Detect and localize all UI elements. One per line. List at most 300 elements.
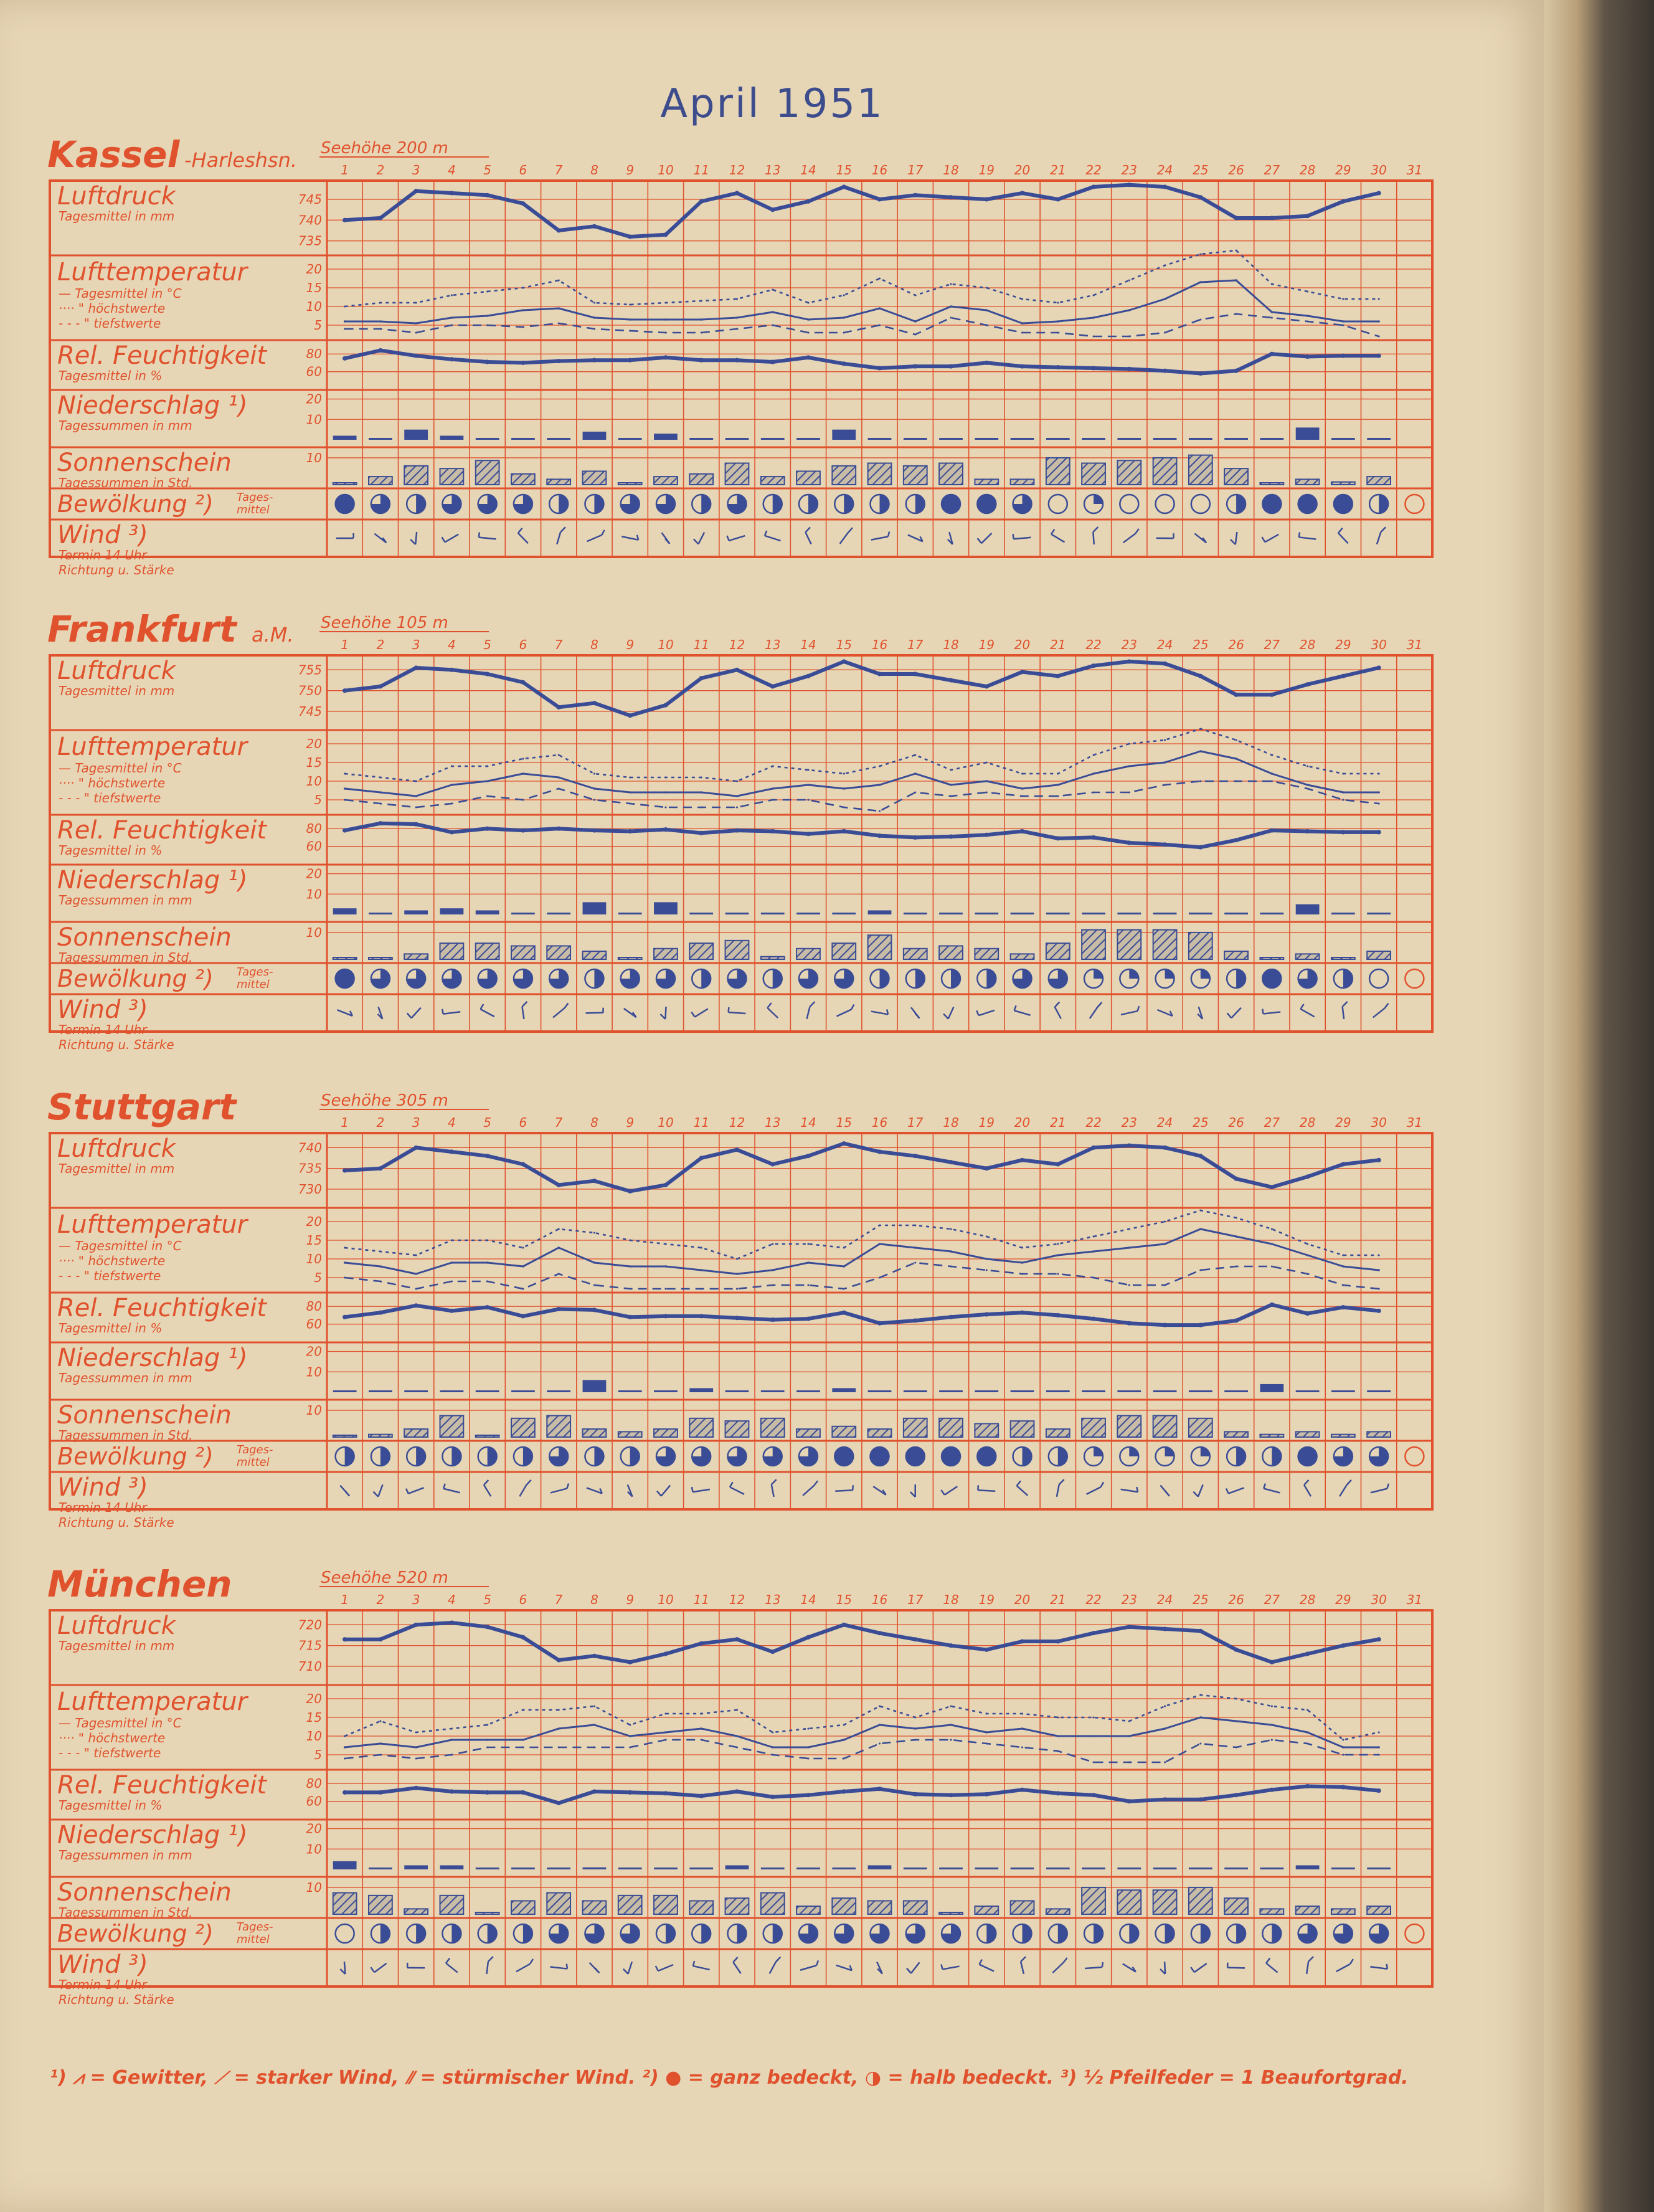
wind-arrow — [693, 1966, 710, 1970]
wind-arrow — [772, 1484, 774, 1497]
precip-bar — [939, 913, 963, 914]
pressure-line-point — [948, 1160, 953, 1164]
temp-max-line-point — [1057, 1716, 1059, 1718]
day-number: 17 — [907, 637, 924, 652]
temp-min-line-point — [344, 1276, 346, 1278]
sunshine-bar — [1189, 1418, 1212, 1437]
temp-mean-line-point — [379, 1742, 382, 1745]
wind-arrow — [837, 1010, 851, 1017]
row-label: Rel. Feuchtigkeit — [57, 341, 267, 370]
precip-bar — [1260, 1868, 1283, 1869]
sunshine-bar — [511, 1901, 535, 1914]
precip-bar — [1117, 1868, 1141, 1869]
axis-tick-label: 80 — [306, 1776, 322, 1792]
cloud-fill — [1129, 969, 1138, 979]
sunshine-bar — [1296, 1906, 1320, 1914]
temp-mean-line-point — [486, 1739, 489, 1741]
cloud-fill — [880, 969, 889, 988]
humidity-line-point — [521, 1790, 525, 1795]
wind-arrow — [484, 1485, 491, 1496]
temp-mean-line-point — [700, 791, 702, 794]
axis-tick-label: 5 — [314, 318, 322, 333]
axis-tick-label: 15 — [306, 1233, 322, 1248]
pressure-line-point — [628, 1189, 632, 1194]
day-number: 7 — [554, 163, 563, 178]
wind-arrow — [550, 1967, 567, 1968]
cloud-fill — [834, 1447, 853, 1466]
wind-arrow — [658, 1965, 673, 1971]
axis-tick-label: 10 — [306, 1841, 322, 1857]
wind-arrow — [415, 532, 417, 544]
sunshine-bar — [1153, 1416, 1177, 1437]
pressure-line-point — [877, 672, 882, 676]
wind-arrow — [1052, 1963, 1063, 1973]
wind-arrow — [1265, 534, 1278, 542]
sunshine-bar — [904, 466, 927, 485]
pressure-line-point — [877, 1631, 882, 1635]
wind-arrow — [553, 1008, 564, 1017]
precip-bar — [1367, 438, 1391, 440]
temp-max-line-point — [1092, 1716, 1094, 1718]
precip-bar — [761, 913, 785, 914]
wind-feather — [816, 1960, 818, 1965]
humidity-line-point — [378, 348, 382, 353]
pressure-line-point — [948, 195, 953, 199]
day-number: 28 — [1299, 163, 1316, 178]
pressure-line-point — [985, 1648, 989, 1652]
temp-mean-line-point — [914, 772, 917, 775]
precip-bar — [1046, 913, 1070, 914]
temp-mean-line-point — [736, 1735, 739, 1737]
temp-mean-line-point — [843, 316, 845, 319]
humidity-line-point — [735, 358, 739, 363]
wind-arrow — [840, 533, 848, 544]
day-number: 14 — [800, 637, 816, 652]
temp-min-line-point — [415, 1288, 417, 1289]
wind-arrow — [519, 1485, 526, 1496]
temp-max-line-point — [986, 761, 988, 763]
temp-min-line-point — [1057, 1750, 1059, 1752]
day-number: 25 — [1193, 163, 1209, 178]
precip-bar — [1224, 913, 1248, 914]
temp-max-line-point — [772, 1243, 773, 1245]
pressure-line-point — [485, 1625, 489, 1629]
pressure-line-point — [1020, 191, 1024, 195]
humidity-line-point — [414, 353, 418, 358]
wind-feather — [1226, 1489, 1229, 1494]
precip-bar — [440, 435, 464, 440]
temp-mean-line-point — [415, 322, 417, 325]
pressure-line-point — [1341, 674, 1345, 678]
cloud-fill — [488, 1924, 497, 1943]
axis-tick-label: 20 — [306, 1344, 322, 1359]
wind-feather — [518, 528, 522, 533]
temp-min-line-point — [558, 1273, 560, 1275]
sunshine-bar — [1046, 1429, 1070, 1437]
sunshine-bar — [1224, 1898, 1248, 1914]
cloud-fill — [1094, 495, 1103, 504]
precip-bar — [618, 1390, 642, 1392]
precip-bar — [476, 910, 499, 914]
pressure-line-point — [343, 1637, 347, 1641]
humidity-line-point — [1056, 836, 1060, 840]
precip-bar — [939, 1868, 963, 1869]
legend-min: - - - " tiefstwerte — [59, 1268, 161, 1283]
day-number: 5 — [483, 1115, 492, 1130]
cloud-fill — [951, 969, 960, 988]
station-panel-0 — [47, 133, 1432, 577]
humidity-line-point — [1163, 1322, 1167, 1327]
row-sublabel: Tages- — [237, 1920, 273, 1934]
temp-min-line-point — [701, 331, 702, 333]
wind-arrow — [1090, 1007, 1097, 1018]
temp-min-line-point — [736, 806, 738, 808]
wind-feather — [564, 1003, 568, 1008]
temp-min-line-point — [1271, 780, 1273, 782]
cloud-fill — [1201, 1447, 1210, 1456]
day-number: 7 — [554, 637, 563, 652]
temp-max-line-point — [1057, 301, 1059, 303]
wind-arrow — [551, 1489, 567, 1493]
pressure-line-point — [948, 678, 953, 682]
humidity-line-point — [628, 829, 632, 833]
temp-min-line-point — [486, 795, 488, 797]
axis-tick-label: 735 — [298, 1161, 322, 1176]
sunshine-bar — [1046, 1909, 1070, 1914]
humidity-line-point — [699, 1794, 704, 1798]
precip-bar — [1189, 438, 1212, 440]
wind-feather — [1304, 1480, 1308, 1485]
precip-bar — [1082, 913, 1105, 914]
day-number: 25 — [1193, 1592, 1209, 1607]
pressure-line-point — [343, 688, 347, 693]
precip-bar — [975, 913, 998, 914]
pressure-line-point — [1127, 183, 1132, 187]
pressure-line-point — [663, 1651, 668, 1656]
wind-arrow — [1343, 1007, 1344, 1019]
cloud-fill — [915, 969, 925, 988]
temp-max-line-point — [629, 776, 631, 778]
cloud-fill — [977, 1447, 996, 1466]
precip-bar — [1082, 1868, 1105, 1869]
legend-mean: — Tagesmittel in °C — [59, 286, 182, 301]
wind-feather — [1093, 527, 1098, 532]
cloud-fill — [1165, 1924, 1174, 1943]
wind-feather — [1165, 1491, 1170, 1496]
day-number: 23 — [1121, 637, 1138, 652]
temp-min-line-point — [1199, 1269, 1201, 1271]
temp-max-line-point — [344, 1246, 346, 1248]
temp-mean-line-point — [772, 787, 774, 790]
axis-tick-label: 60 — [306, 1316, 322, 1332]
row-sublabel: Tagessummen in Std. — [59, 475, 193, 490]
pressure-line-point — [735, 1637, 739, 1641]
precip-bar — [476, 438, 499, 440]
axis-tick-label: 740 — [298, 212, 322, 228]
sunshine-bar — [583, 951, 607, 959]
wind-feather — [595, 1968, 600, 1973]
temp-min-line-point — [736, 1288, 738, 1289]
wind-feather — [1102, 1962, 1103, 1967]
temp-min-line-point — [1307, 1273, 1308, 1275]
day-number: 20 — [1014, 163, 1031, 178]
sunshine-bar — [1260, 1435, 1283, 1437]
day-number: 31 — [1406, 637, 1423, 652]
temp-max-line-point — [1021, 772, 1023, 774]
station-name: Stuttgart — [47, 1086, 237, 1128]
pressure-line-point — [378, 1637, 382, 1641]
day-number: 25 — [1193, 1115, 1209, 1130]
temp-max-line-point — [807, 1243, 809, 1245]
humidity-line-point — [1198, 1797, 1203, 1801]
sunshine-bar — [547, 479, 570, 485]
humidity-line-point — [985, 1312, 989, 1316]
wind-arrow — [628, 1962, 632, 1973]
precip-bar — [1046, 1868, 1070, 1869]
wind-feather — [567, 1484, 569, 1489]
row-label: Wind ³) — [57, 1950, 148, 1979]
cloud-fill — [488, 1447, 497, 1466]
temp-min-line-point — [344, 328, 346, 330]
axis-tick-label: 720 — [298, 1617, 322, 1633]
cloud-fill — [1236, 495, 1245, 513]
page-title: April 1951 — [660, 81, 884, 127]
pressure-line-point — [1270, 693, 1274, 697]
humidity-line-point — [913, 364, 917, 369]
wind-feather — [410, 539, 415, 544]
temp-min-line-point — [843, 806, 845, 808]
pressure-line-point — [735, 1147, 739, 1152]
humidity-line-point — [1377, 1788, 1381, 1793]
temp-mean-line-point — [736, 795, 739, 797]
temp-max-line-point — [1378, 1731, 1380, 1733]
station-panel-2 — [47, 1086, 1432, 1530]
temp-min-line-point — [629, 330, 631, 331]
sunshine-bar — [796, 1429, 820, 1437]
cloud-fill — [1023, 1924, 1032, 1943]
temp-min-line-point — [451, 324, 453, 326]
temp-max-line-point — [986, 1712, 988, 1714]
wind-feather — [980, 1960, 982, 1965]
humidity-line-point — [877, 1321, 882, 1326]
pressure-line-point — [806, 199, 810, 204]
humidity-line-point — [985, 833, 989, 837]
temp-max-line-point — [451, 1239, 453, 1241]
temp-max-line-point — [629, 303, 631, 305]
temp-mean-line-point — [1021, 322, 1024, 325]
temp-max-line-point — [843, 294, 845, 296]
cloud-fill — [1334, 495, 1353, 513]
precip-bar — [689, 438, 713, 440]
temp-min-line-point — [950, 795, 952, 797]
temp-mean-line-point — [1092, 1250, 1095, 1253]
precip-bar — [1117, 913, 1141, 914]
wind-arrow — [765, 536, 781, 541]
sunshine-bar — [868, 1901, 892, 1914]
temp-min-line-point — [629, 1288, 631, 1289]
temp-min-line-point — [879, 810, 881, 812]
temp-min-line-point — [1236, 1746, 1237, 1748]
cloud-symbol — [1120, 495, 1138, 513]
humidity-line-point — [557, 359, 561, 363]
cloud-fill — [1236, 1924, 1245, 1943]
precip-bar — [904, 438, 927, 440]
humidity-line-point — [770, 359, 775, 364]
pressure-line-point — [770, 207, 775, 212]
temp-mean-line-point — [950, 784, 952, 786]
row-sublabel: Tagessummen in Std. — [59, 1428, 193, 1443]
cloud-symbol — [1405, 969, 1424, 988]
humidity-line-point — [1234, 1793, 1238, 1797]
wind-arrow — [486, 1962, 488, 1974]
row-label: Niederschlag ¹) — [57, 866, 248, 895]
day-number: 3 — [412, 1115, 420, 1130]
axis-tick-label: 10 — [306, 299, 322, 314]
cloud-fill — [1058, 1447, 1067, 1466]
sunshine-bar — [1011, 954, 1034, 959]
temp-mean-line-point — [985, 309, 988, 311]
humidity-line-point — [1163, 369, 1167, 373]
day-number: 4 — [448, 1592, 456, 1607]
sunshine-bar — [761, 477, 785, 485]
wind-arrow — [378, 1484, 382, 1496]
wind-feather — [810, 1002, 815, 1007]
wind-feather — [1266, 1958, 1270, 1963]
wind-arrow — [522, 1007, 524, 1019]
temp-min-line-point — [1092, 335, 1094, 337]
temp-min-line-point — [1199, 318, 1201, 320]
sunshine-bar — [1117, 1416, 1141, 1437]
pressure-line-point — [699, 676, 704, 680]
humidity-line-point — [663, 1314, 668, 1318]
precip-bar — [404, 430, 428, 440]
wind-arrow — [409, 1488, 424, 1493]
pressure-line-point — [414, 1623, 418, 1627]
cloud-fill — [701, 495, 711, 513]
wind-arrow — [948, 1007, 954, 1018]
wind-arrow — [1021, 1962, 1024, 1974]
axis-tick-label: 20 — [306, 1821, 322, 1836]
wind-arrow — [729, 536, 745, 541]
wind-arrow — [1017, 1486, 1028, 1496]
precip-bar — [547, 1390, 570, 1392]
humidity-line-point — [948, 1315, 953, 1319]
day-number: 9 — [626, 163, 635, 178]
day-number: 17 — [907, 163, 924, 178]
day-number: 2 — [376, 163, 385, 178]
temp-min-line-point — [1342, 799, 1344, 800]
precip-bar — [440, 1865, 464, 1869]
humidity-line-point — [414, 1786, 418, 1790]
axis-tick-label: 80 — [306, 821, 322, 837]
temp-mean-line-point — [1128, 1735, 1131, 1737]
day-number: 6 — [519, 637, 527, 652]
temp-mean-line-point — [1307, 1254, 1309, 1256]
pressure-line-point — [378, 684, 382, 688]
sunshine-bar — [689, 474, 713, 485]
humidity-line-point — [414, 822, 418, 827]
temp-max-line-point — [950, 1705, 952, 1707]
temp-max-line-point — [914, 1224, 916, 1226]
humidity-line-point — [913, 1792, 917, 1797]
temp-mean-line-point — [344, 1261, 346, 1264]
wind-arrow — [1377, 532, 1381, 544]
pressure-line-point — [1091, 663, 1095, 668]
axis-tick-label: 15 — [306, 1710, 322, 1725]
humidity-line-point — [1198, 845, 1203, 849]
precip-bar — [1296, 1865, 1320, 1869]
humidity-line-point — [1198, 1322, 1203, 1327]
temp-max-line-point — [986, 287, 988, 288]
row-sublabel: Tagesmittel in mm — [59, 1161, 175, 1176]
temp-mean-line-point — [1164, 761, 1166, 764]
temp-mean-line-point — [985, 780, 988, 782]
temp-max-line-point — [1236, 1697, 1237, 1699]
sunshine-bar — [476, 1912, 499, 1914]
temp-max-line-point — [1342, 298, 1344, 300]
row-sublabel: Termin 14 Uhr — [59, 1022, 147, 1037]
temp-min-line-point — [950, 316, 952, 318]
pressure-line-point — [1163, 662, 1167, 666]
axis-tick-label: 710 — [298, 1659, 322, 1674]
temp-mean-line-point — [629, 1265, 631, 1268]
pressure-line-point — [1127, 659, 1132, 663]
pressure-line-point — [1377, 1637, 1381, 1641]
wind-arrow — [557, 532, 560, 544]
temp-mean-line-point — [664, 1265, 667, 1268]
wind-arrow — [1229, 1488, 1244, 1493]
day-number: 8 — [590, 1592, 598, 1607]
day-number: 29 — [1335, 163, 1351, 178]
sunshine-bar — [796, 949, 820, 959]
sunshine-bar — [1189, 933, 1212, 959]
day-number: 7 — [554, 1115, 563, 1130]
humidity-line-point — [1377, 353, 1381, 358]
day-number: 4 — [448, 1115, 456, 1130]
pressure-line-point — [521, 201, 525, 206]
row-sublabel: Termin 14 Uhr — [59, 548, 147, 562]
temp-mean-line-point — [1342, 791, 1344, 794]
temp-min-line-point — [914, 791, 916, 793]
temp-min-line-point — [558, 787, 560, 789]
temp-mean-line-point — [1128, 765, 1131, 767]
temp-max-line-point — [1342, 772, 1344, 774]
humidity-line-point — [485, 359, 489, 364]
pressure-line-point — [1270, 1185, 1274, 1189]
row-sublabel: Tagessummen in mm — [59, 1370, 192, 1385]
temp-max-line-point — [701, 300, 702, 301]
sunshine-bar — [1331, 1909, 1355, 1914]
day-number: 15 — [836, 1115, 852, 1130]
day-number: 24 — [1156, 163, 1173, 178]
precip-bar — [404, 1865, 428, 1869]
temp-max-line-point — [736, 1258, 738, 1260]
wind-arrow — [1014, 1010, 1031, 1015]
axis-tick-label: 10 — [306, 450, 322, 465]
precip-bar — [404, 1390, 428, 1392]
row-label: Niederschlag ¹) — [57, 391, 248, 420]
humidity-line-point — [806, 1793, 810, 1797]
temp-max-line-point — [1271, 754, 1273, 756]
temp-min-line-point — [344, 799, 346, 800]
sunshine-bar — [1082, 1887, 1105, 1914]
pressure-line-point — [628, 234, 632, 239]
precip-bar — [1260, 438, 1283, 440]
wind-arrow — [1236, 532, 1237, 544]
sunshine-bar — [975, 1906, 998, 1914]
temp-mean-line-point — [1199, 281, 1202, 283]
temp-max-line-point — [1092, 294, 1094, 296]
